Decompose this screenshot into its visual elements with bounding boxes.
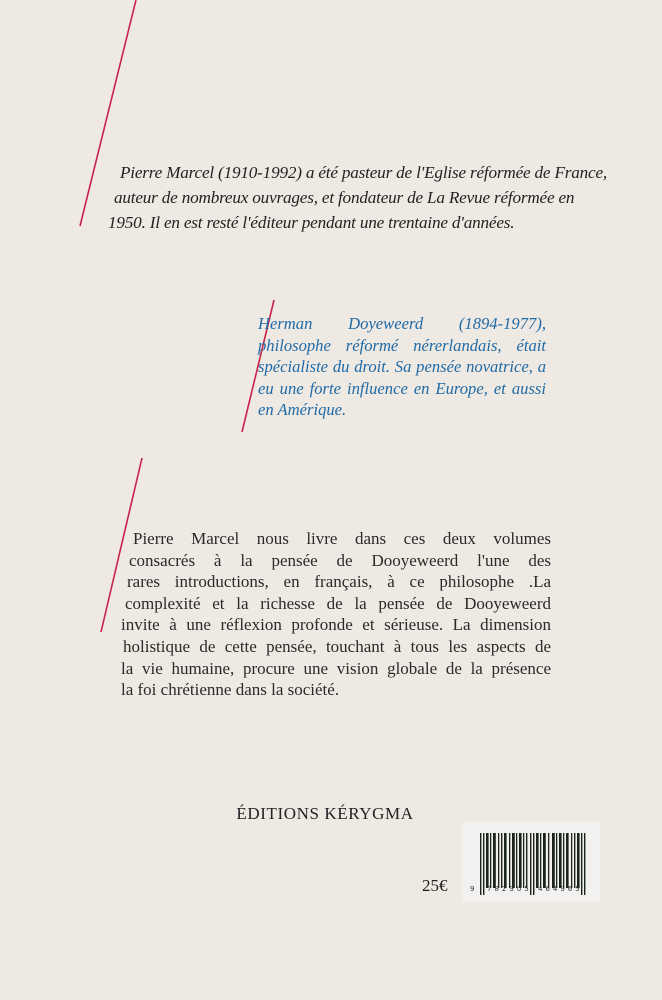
author-bio xyxy=(108,160,628,235)
author-bio-line: 1950. Il en est resté l'éditeur pendant une trentaine d'années. xyxy=(108,213,515,232)
blurb-line: la vie humaine, procure une vision globale de la présence xyxy=(121,658,551,678)
blurb-line: invite à une réflexion profonde et sérieuse. La dimension xyxy=(121,615,551,635)
isbn-barcode xyxy=(462,822,600,902)
blurb-line: rares introductions, en français, à ce philosophe .La xyxy=(127,572,551,592)
subject-bio: Herman Doyeweerd (1894-1977), philosophe réformé nérerlandais, était spécialiste du droit. Sa pensée novatrice, a eu une forte influence en Europe, et aussi en Amérique. xyxy=(258,314,546,419)
barcode-digits-left: 782905 xyxy=(487,885,532,893)
blurb-line: Pierre Marcel nous livre dans ces deux volumes xyxy=(133,529,551,548)
blurb-line: holistique de cette pensée, touchant à tous les aspects de xyxy=(123,636,551,656)
blurb-line: consacrés à la pensée de Dooyeweerd l'une des xyxy=(129,550,551,570)
barcode-digits-right: 464965 xyxy=(538,885,583,893)
publisher-name: ÉDITIONS KÉRYGMA xyxy=(236,804,414,823)
author-bio-line: auteur de nombreux ouvrages, et fondateur de La Revue réformée en xyxy=(114,188,575,207)
blurb-line: la foi chrétienne dans la société. xyxy=(121,680,340,700)
barcode-digit-prefix: 9 xyxy=(470,885,475,893)
book-blurb xyxy=(121,528,551,701)
price-label: 25€ xyxy=(422,876,448,895)
author-bio-line: Pierre Marcel (1910-1992) a été pasteur de l'Eglise réformée de France, xyxy=(120,163,607,182)
blurb-line: complexité et la richesse de la pensée de Dooyeweerd xyxy=(125,593,551,613)
